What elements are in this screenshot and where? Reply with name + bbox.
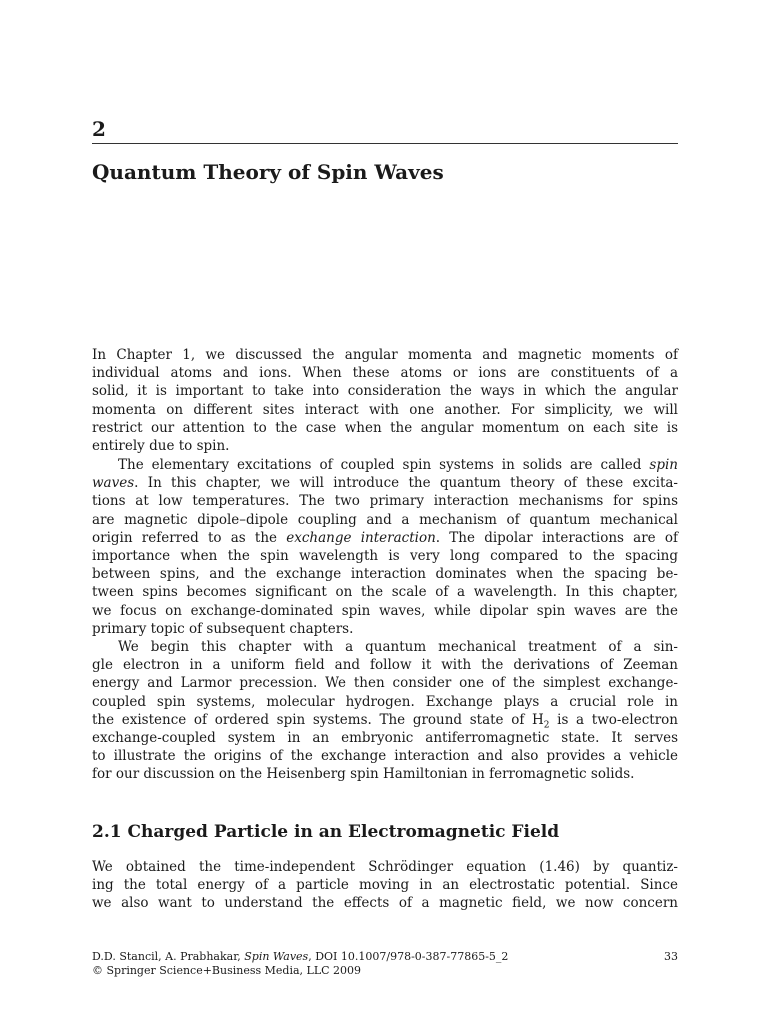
text-line: exchange-coupled system in an embryonic antiferromagnetic state. It serves [92, 730, 678, 747]
text-line: gle electron in a uniform field and follow it with the derivations of Zeeman [92, 657, 678, 674]
text-run: origin referred to as the [92, 529, 287, 546]
page-number: 33 [664, 950, 678, 963]
section-heading: 2.1 Charged Particle in an Electromagnetic Field [92, 822, 560, 842]
text-line [92, 529, 678, 547]
paragraph-chapter-outline [92, 638, 678, 784]
text-line: are magnetic dipole–dipole coupling and a mechanism of quantum mechanical [92, 511, 678, 528]
text-line: individual atoms and ions. When these atoms or ions are constituents of a [92, 365, 678, 382]
text-line: for our discussion on the Heisenberg spin Hamiltonian in ferromagnetic solids. [92, 766, 635, 783]
text-run: is a two-electron [549, 711, 678, 728]
text-line: to illustrate the origins of the exchange interaction and also provides a vehicle [92, 748, 678, 765]
text-line: we also want to understand the effects of a magnetic field, we now concern [92, 895, 678, 912]
text-line: tween spins becomes significant on the scale of a wavelength. In this chapter, [92, 584, 678, 601]
emphasis-term: spin [649, 457, 678, 473]
footer-doi: , DOI 10.1007/978-0-387-77865-5_2 [308, 950, 509, 963]
text-line: entirely due to spin. [92, 438, 230, 455]
subscript: 2 [543, 720, 550, 731]
emphasis-term: waves [92, 475, 135, 492]
footer-authors: D.D. Stancil, A. Prabhakar, [92, 950, 245, 963]
text-line [92, 711, 678, 729]
text-line: we focus on exchange-dominated spin waves, while dipolar spin waves are the [92, 602, 678, 619]
text-line: tions at low temperatures. The two primary interaction mechanisms for spins [92, 493, 678, 510]
text-line: restrict our attention to the case when the angular momentum on each site is [92, 419, 678, 436]
paragraph-intro [92, 346, 678, 455]
text-line: energy and Larmor precession. We then consider one of the simplest exchange- [92, 675, 678, 692]
footer-copyright: © Springer Science+Business Media, LLC 2009 [92, 964, 362, 977]
paragraph-section-intro [92, 858, 678, 913]
text-run: . In this chapter, we will introduce the quantum theory of these excita- [134, 475, 678, 492]
text-line: primary topic of subsequent chapters. [92, 620, 354, 637]
footer-citation-row [92, 950, 678, 964]
paragraph-spin-waves [92, 456, 678, 638]
text-line: between spins, and the exchange interaction dominates when the spacing be- [92, 566, 678, 583]
chapter-rule [92, 143, 678, 144]
text-line: We obtained the time-independent Schrödinger equation (1.46) by quantiz- [92, 859, 678, 875]
text-line: In Chapter 1, we discussed the angular momenta and magnetic moments of [92, 347, 678, 363]
text-line: coupled spin systems, molecular hydrogen. Exchange plays a crucial role in [92, 693, 678, 710]
text-line: momenta on different sites interact with one another. For simplicity, we will [92, 401, 678, 418]
footer-copyright-row [92, 964, 678, 978]
page-footer [92, 950, 678, 978]
text-line: We begin this chapter with a quantum mechanical treatment of a sin- [118, 639, 678, 655]
text-run: The elementary excitations of coupled spin systems in solids are called [118, 457, 650, 473]
text-run: . The dipolar interactions are of [435, 529, 679, 546]
text-run: the existence of ordered spin systems. The ground state of H [92, 711, 544, 728]
emphasis-term: exchange interaction [286, 529, 436, 546]
text-line [92, 474, 678, 492]
document-page [92, 0, 678, 1024]
text-line [92, 456, 678, 474]
chapter-number: 2 [92, 117, 106, 141]
footer-citation [92, 950, 508, 964]
footer-book-title: Spin Waves [244, 950, 309, 963]
text-line: ing the total energy of a particle moving in an electrostatic potential. Since [92, 877, 678, 894]
text-line: solid, it is important to take into consideration the ways in which the angular [92, 383, 678, 400]
chapter-title: Quantum Theory of Spin Waves [92, 160, 444, 184]
text-line: importance when the spin wavelength is very long compared to the spacing [92, 548, 678, 565]
